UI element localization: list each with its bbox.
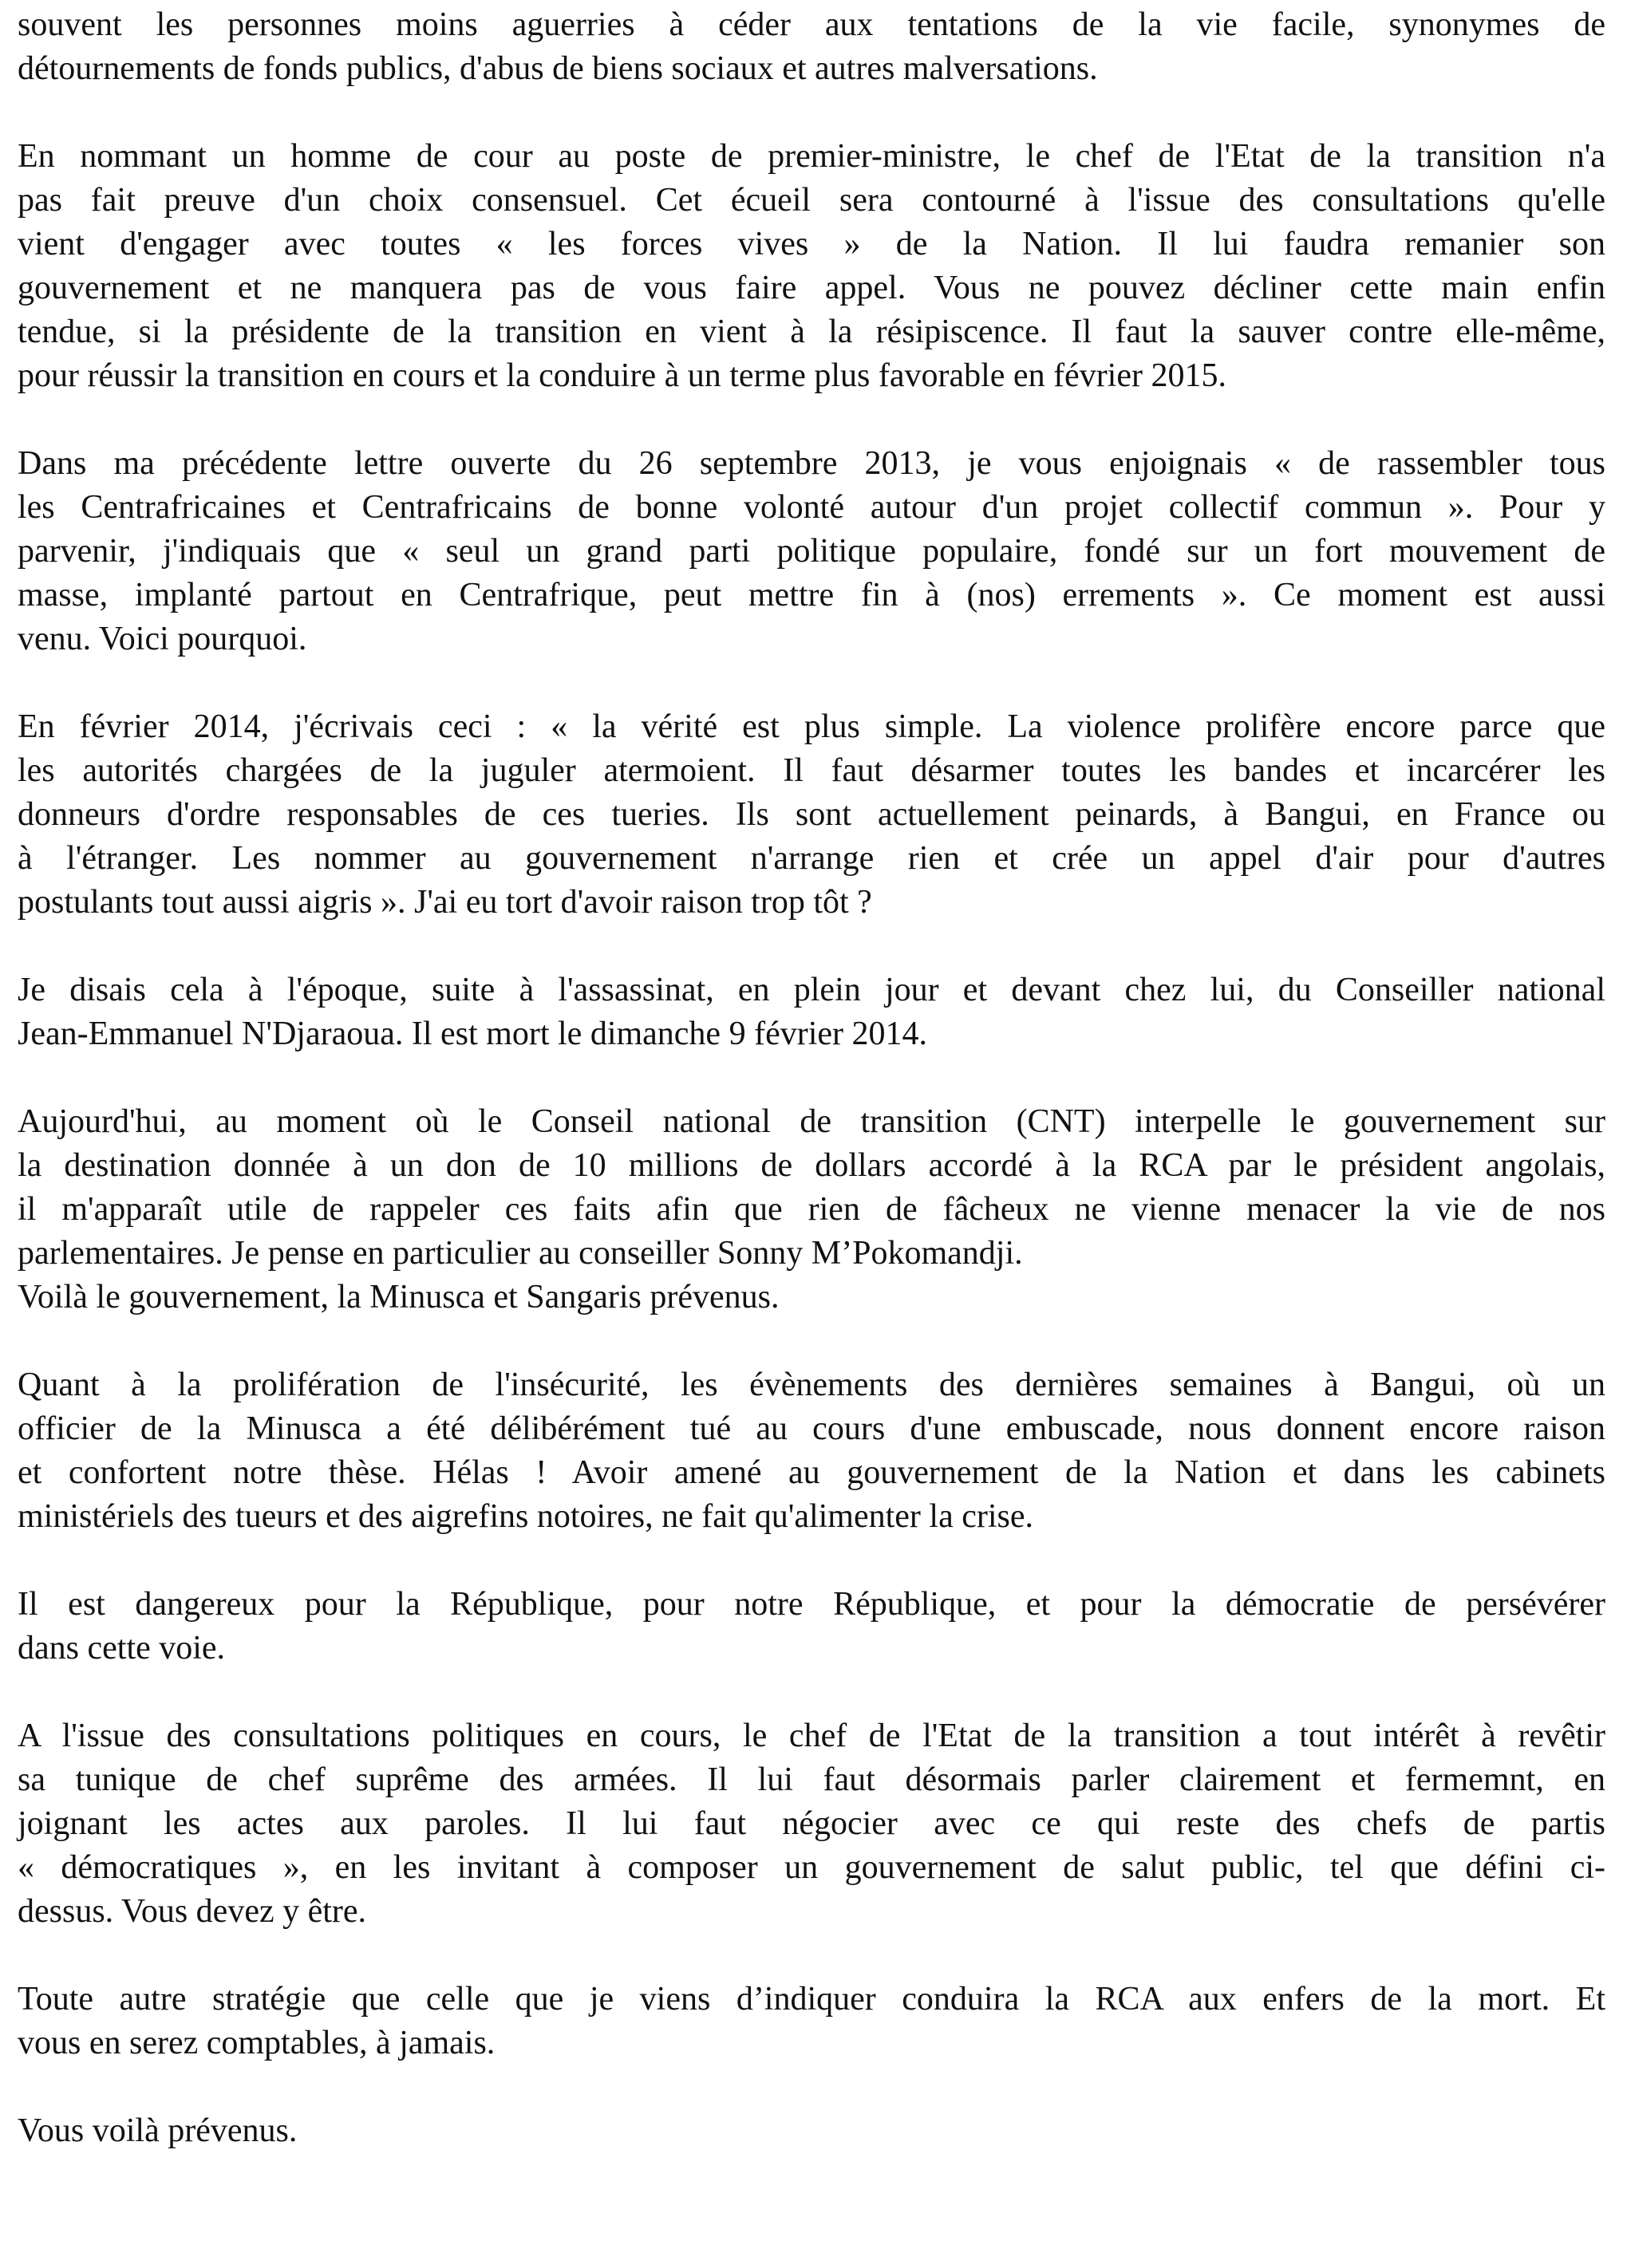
paragraph-9 xyxy=(18,1714,1605,1934)
text-line: venu. Voici pourquoi. xyxy=(18,621,307,657)
text-line: Je disais cela à l'époque, suite à l'assassinat, en plein jour et devant chez lui, du Conseiller national xyxy=(18,972,1605,1008)
text-line: Aujourd'hui, au moment où le Conseil national de transition (CNT) interpelle le gouvernement sur xyxy=(18,1103,1605,1140)
text-line: il m'apparaît utile de rappeler ces faits afin que rien de fâcheux ne vienne menacer la vie de nos xyxy=(18,1191,1605,1228)
text-line: A l'issue des consultations politiques en cours, le chef de l'Etat de la transition a tout intérêt à revêtir xyxy=(18,1718,1605,1754)
paragraph-1 xyxy=(18,3,1605,91)
text-line: En février 2014, j'écrivais ceci : « la vérité est plus simple. La violence prolifère encore parce que xyxy=(18,708,1605,745)
paragraph-2 xyxy=(18,135,1605,398)
document-page xyxy=(18,0,1605,2268)
text-line: les Centrafricaines et Centrafricains de bonne volonté autour d'un projet collectif commun ». Pour y xyxy=(18,489,1605,526)
text-line: parvenir, j'indiquais que « seul un grand parti politique populaire, fondé sur un fort mouvement de xyxy=(18,533,1605,570)
text-line: à l'étranger. Les nommer au gouvernement n'arrange rien et crée un appel d'air pour d'autres xyxy=(18,840,1605,877)
text-line: donneurs d'ordre responsables de ces tueries. Ils sont actuellement peinards, à Bangui, en France ou xyxy=(18,796,1605,833)
text-line: pour réussir la transition en cours et la conduire à un terme plus favorable en février 2015. xyxy=(18,357,1226,394)
paragraph-6 xyxy=(18,1100,1605,1319)
paragraph-4 xyxy=(18,705,1605,925)
paragraph-10 xyxy=(18,1978,1605,2065)
text-line: gouvernement et ne manquera pas de vous faire appel. Vous ne pouvez décliner cette main enfin xyxy=(18,270,1605,306)
text-line: pas fait preuve d'un choix consensuel. Cet écueil sera contourné à l'issue des consultations qu'elle xyxy=(18,182,1605,219)
text-line: tendue, si la présidente de la transition en vient à la résipiscence. Il faut la sauver contre elle-même, xyxy=(18,314,1605,350)
text-line: souvent les personnes moins aguerries à céder aux tentations de la vie facile, synonymes de xyxy=(18,6,1605,43)
text-line: Il est dangereux pour la République, pour notre République, et pour la démocratie de persévérer xyxy=(18,1586,1605,1623)
paragraph-7 xyxy=(18,1363,1605,1539)
text-line: la destination donnée à un don de 10 millions de dollars accordé à la RCA par le président angolais, xyxy=(18,1147,1605,1184)
paragraph-11 xyxy=(18,2109,1605,2153)
text-line: Quant à la prolifération de l'insécurité, les évènements des dernières semaines à Bangui, où un xyxy=(18,1367,1605,1403)
text-line: et confortent notre thèse. Hélas ! Avoir amené au gouvernement de la Nation et dans les cabinets xyxy=(18,1454,1605,1491)
text-line: ministériels des tueurs et des aigrefins notoires, ne fait qu'alimenter la crise. xyxy=(18,1498,1034,1535)
text-line: Toute autre stratégie que celle que je viens d’indiquer conduira la RCA aux enfers de la mort. Et xyxy=(18,1981,1605,2018)
paragraph-5 xyxy=(18,968,1605,1056)
text-line: vous en serez comptables, à jamais. xyxy=(18,2025,496,2061)
text-line: Jean-Emmanuel N'Djaraoua. Il est mort le dimanche 9 février 2014. xyxy=(18,1016,927,1052)
text-line: sa tunique de chef suprême des armées. Il lui faut désormais parler clairement et fermemnt, en xyxy=(18,1761,1605,1798)
text-line: postulants tout aussi aigris ». J'ai eu tort d'avoir raison trop tôt ? xyxy=(18,884,872,921)
text-line: Voilà le gouvernement, la Minusca et Sangaris prévenus. xyxy=(18,1279,780,1315)
text-line: les autorités chargées de la juguler atermoient. Il faut désarmer toutes les bandes et incarcérer les xyxy=(18,752,1605,789)
paragraph-8 xyxy=(18,1583,1605,1670)
text-line: « démocratiques », en les invitant à composer un gouvernement de salut public, tel que défini ci- xyxy=(18,1849,1605,1886)
text-line: détournements de fonds publics, d'abus de biens sociaux et autres malversations. xyxy=(18,50,1098,87)
text-line: masse, implanté partout en Centrafrique, peut mettre fin à (nos) errements ». Ce moment est aussi xyxy=(18,577,1605,613)
text-line: En nommant un homme de cour au poste de premier-ministre, le chef de l'Etat de la transition n'a xyxy=(18,138,1605,175)
text-line: officier de la Minusca a été délibérément tué au cours d'une embuscade, nous donnent encore raison xyxy=(18,1410,1605,1447)
text-line: dans cette voie. xyxy=(18,1630,226,1666)
text-line: Vous voilà prévenus. xyxy=(18,2112,298,2149)
text-line: Dans ma précédente lettre ouverte du 26 septembre 2013, je vous enjoignais « de rassembler tous xyxy=(18,445,1605,482)
text-line: parlementaires. Je pense en particulier au conseiller Sonny M’Pokomandji. xyxy=(18,1235,1023,1272)
text-line: dessus. Vous devez y être. xyxy=(18,1893,367,1930)
paragraph-3 xyxy=(18,442,1605,661)
text-line: joignant les actes aux paroles. Il lui faut négocier avec ce qui reste des chefs de partis xyxy=(18,1805,1605,1842)
text-line: vient d'engager avec toutes « les forces vives » de la Nation. Il lui faudra remanier son xyxy=(18,226,1605,262)
